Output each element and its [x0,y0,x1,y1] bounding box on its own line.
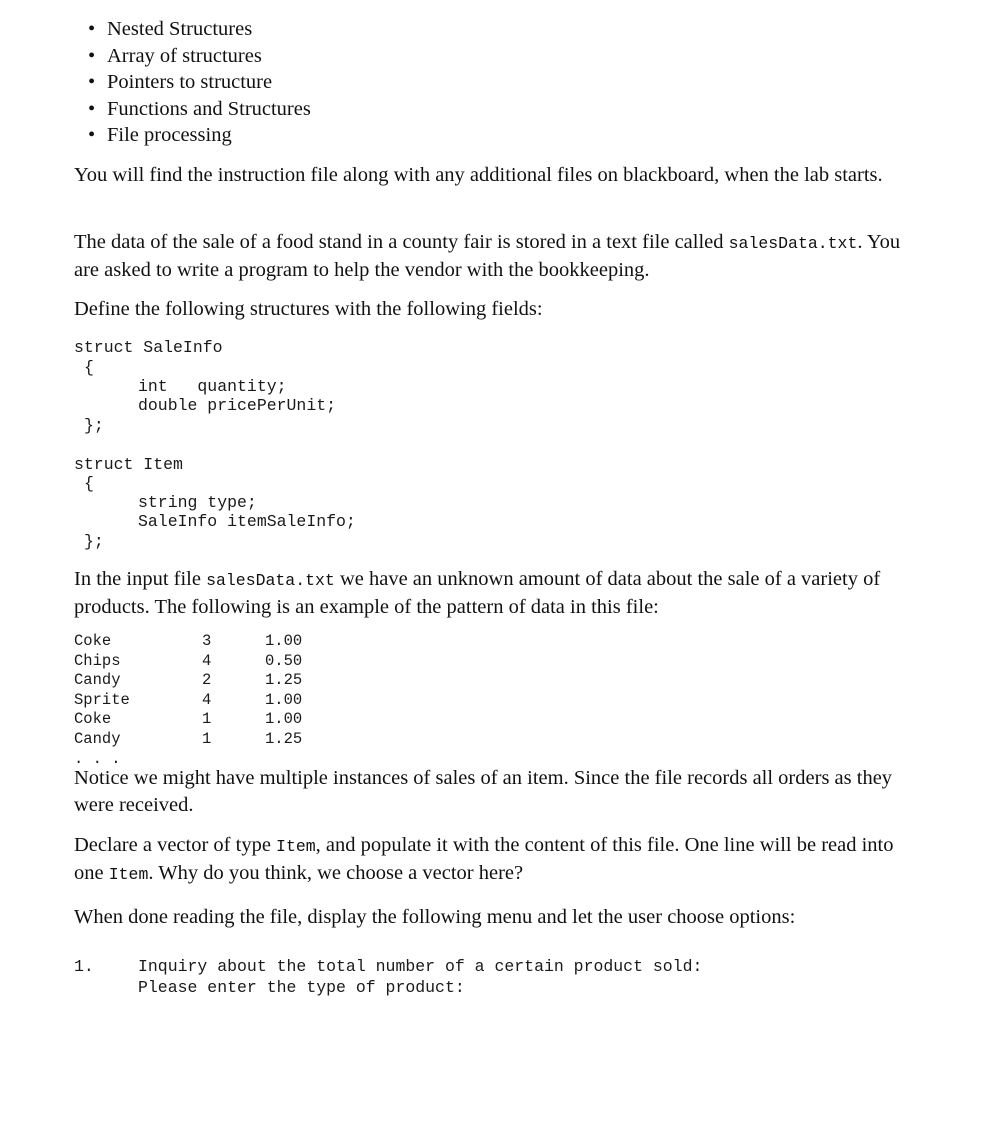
data-cell-qty: 3 [202,632,212,650]
bullet-icon: • [88,97,96,120]
data-cell-price: 1.25 [265,671,303,690]
data-cell-type: Candy [74,730,121,748]
topic-item [88,96,311,123]
topic-item [88,16,311,43]
data-cell-type: Coke [74,710,112,729]
code-close-brace: }; [84,532,104,551]
text: . Why do you think, we choose a vector here? [148,862,524,884]
code-field: string type; [138,493,257,512]
data-cell-price: 1.00 [265,710,303,729]
data-cell-type: Sprite [74,690,130,709]
code-struct-header: struct Item [74,455,183,474]
topic-item [88,43,311,70]
text: Declare a vector of type [74,834,277,856]
bullet-icon: • [88,124,96,146]
paragraph-define-structures: Define the following structures with the following fields: [74,298,543,320]
menu-number: 1. [74,957,94,976]
text: In the input file [74,568,207,590]
data-cell-qty: 2 [202,671,212,690]
paragraph-input-file [74,566,904,621]
topic-label: Functions and Structures [107,97,311,120]
data-cell-price: 1.00 [265,632,303,650]
topic-item [88,122,311,149]
code-field: SaleInfo itemSaleInfo; [138,512,356,531]
topic-list [88,16,311,149]
bullet-icon: • [88,71,96,93]
code-field: double pricePerUnit; [138,396,337,415]
text: we have an unknown amount of data about the sale of a variety of products. The following is an example of the pattern of data in this file: [74,568,881,618]
text: . You are asked to write a program to help the vendor with the bookkeeping. [74,231,901,281]
data-cell-qty: 1 [202,710,212,729]
code-open-brace: { [84,358,94,377]
type-inline: Item [108,865,149,884]
bullet-icon: • [88,18,96,40]
paragraph-data-intro [74,229,904,284]
code-struct-header: struct SaleInfo [74,338,223,357]
data-cell-qty: 4 [202,690,212,709]
data-cell-price: 1.25 [265,730,303,748]
code-close-brace: }; [84,416,104,435]
topic-label: Pointers to structure [107,71,273,93]
data-cell-type: Coke [74,632,112,650]
data-cell-qty: 4 [202,651,212,670]
topic-label: Nested Structures [107,18,253,40]
filename-inline: salesData.txt [206,571,335,590]
data-cell-price: 1.00 [265,690,303,709]
topic-label: Array of structures [107,44,262,67]
code-field: int quantity; [138,377,287,396]
data-cell-type: Chips [74,651,121,670]
bullet-icon: • [88,44,96,67]
topic-item [88,69,311,96]
paragraph-menu-intro: When done reading the file, display the following menu and let the user choose options: [74,906,796,928]
menu-line: Please enter the type of product: [138,978,465,997]
paragraph-notice: Notice we might have multiple instances of sales of an item. Since the file records all orders as they were received. [74,767,893,816]
data-cell-price: 0.50 [265,651,303,670]
code-open-brace: { [84,474,94,493]
paragraph-instructions: You will find the instruction file along with any additional files on blackboard, when the lab starts. [74,164,883,186]
type-inline: Item [276,837,316,856]
data-cell-type: Candy [74,671,121,690]
topic-label: File processing [107,124,232,146]
text: , and populate it with the content of this file. One line will be read into one [74,834,894,884]
menu-line: Inquiry about the total number of a certain product sold: [138,957,703,976]
text: The data of the sale of a food stand in a county fair is stored in a text file called [74,231,729,253]
ellipsis: . . . [74,750,121,768]
data-cell-qty: 1 [202,730,212,748]
filename-inline: salesData.txt [728,234,858,253]
paragraph-declare-vector [74,832,904,888]
